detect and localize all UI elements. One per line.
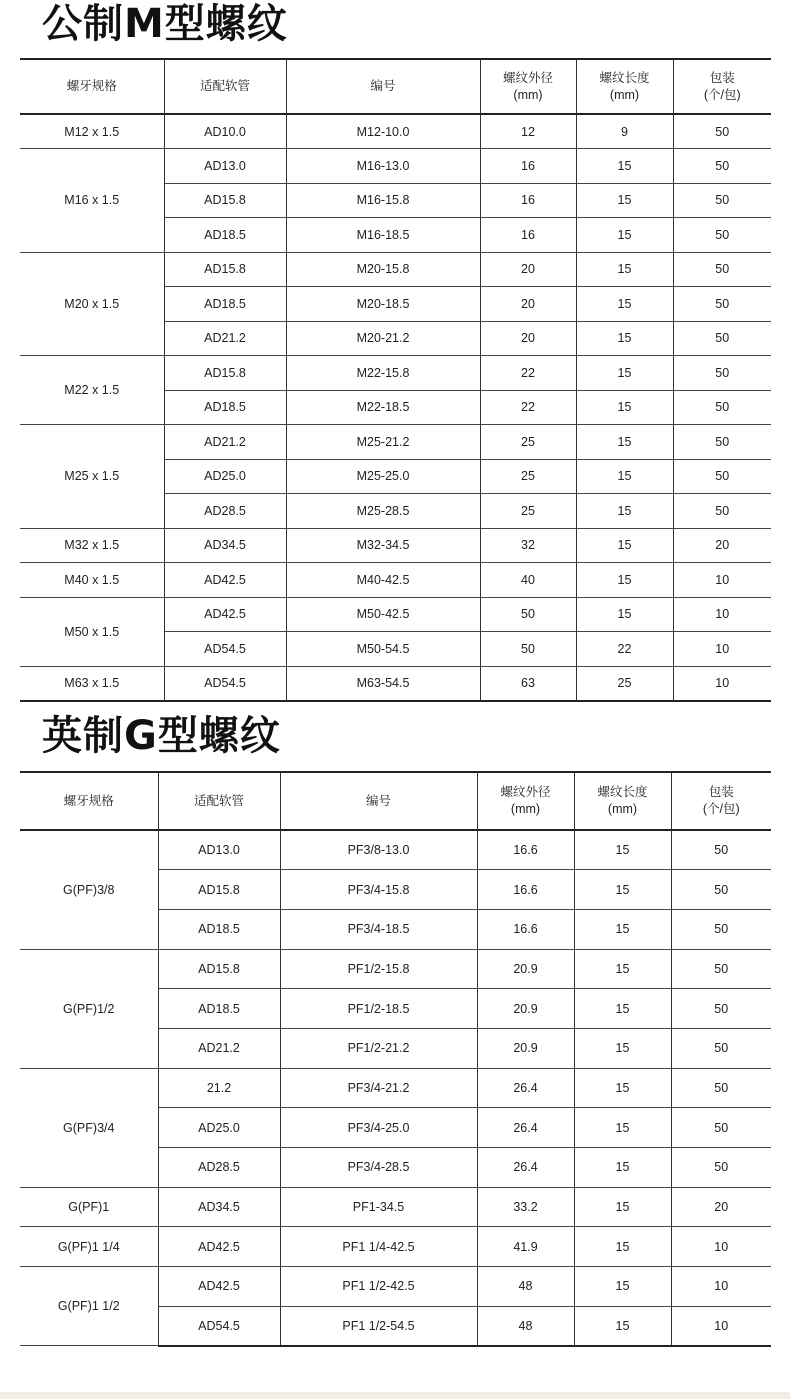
thread-length-cell: 15	[574, 1187, 671, 1227]
part-number-cell: M25-25.0	[286, 459, 480, 494]
outer-diameter-cell: 16	[480, 218, 576, 253]
outer-diameter-cell: 48	[477, 1267, 574, 1307]
thread-length-cell: 15	[574, 909, 671, 949]
part-number-cell: PF3/8-13.0	[280, 830, 477, 870]
table-row	[20, 1267, 771, 1307]
outer-diameter-cell: 63	[480, 666, 576, 701]
hose-size-cell: AD15.8	[158, 870, 280, 910]
thread-length-cell: 15	[574, 1267, 671, 1307]
table-row	[20, 666, 771, 701]
package-qty-cell: 50	[671, 909, 771, 949]
thread-length-cell: 15	[574, 949, 671, 989]
header-thread-spec: 螺牙规格	[20, 772, 158, 830]
part-number-cell: PF1 1/2-54.5	[280, 1306, 477, 1346]
part-number-cell: PF3/4-25.0	[280, 1108, 477, 1148]
thread-length-cell: 15	[576, 218, 673, 253]
part-number-cell: PF1/2-21.2	[280, 1028, 477, 1068]
thread-spec-cell: G(PF)1	[20, 1187, 158, 1227]
hose-size-cell: AD54.5	[158, 1306, 280, 1346]
package-qty-cell: 50	[673, 218, 771, 253]
outer-diameter-cell: 25	[480, 494, 576, 529]
hose-size-cell: AD42.5	[164, 597, 286, 632]
thread-spec-cell: M20 x 1.5	[20, 252, 164, 356]
table-row	[20, 597, 771, 632]
header-thread-length: 螺纹长度 (mm)	[574, 772, 671, 830]
hose-size-cell: AD18.5	[164, 218, 286, 253]
hose-size-cell: AD18.5	[164, 287, 286, 322]
hose-size-cell: AD13.0	[158, 830, 280, 870]
part-number-cell: M20-15.8	[286, 252, 480, 287]
part-number-cell: M16-15.8	[286, 183, 480, 218]
hose-size-cell: AD42.5	[164, 563, 286, 598]
outer-diameter-cell: 20	[480, 287, 576, 322]
header-outer-diameter: 螺纹外径 (mm)	[477, 772, 574, 830]
thread-spec-cell: M12 x 1.5	[20, 114, 164, 149]
package-qty-cell: 50	[671, 949, 771, 989]
part-number-cell: M63-54.5	[286, 666, 480, 701]
header-hose-size: 适配软管	[164, 59, 286, 114]
package-qty-cell: 50	[671, 1068, 771, 1108]
table-row	[20, 1187, 771, 1227]
thread-length-cell: 15	[574, 1306, 671, 1346]
thread-length-cell: 15	[576, 356, 673, 391]
package-qty-cell: 50	[673, 183, 771, 218]
part-number-cell: PF1/2-15.8	[280, 949, 477, 989]
hose-size-cell: AD28.5	[164, 494, 286, 529]
outer-diameter-cell: 16.6	[477, 830, 574, 870]
thread-spec-cell: M63 x 1.5	[20, 666, 164, 701]
part-number-cell: M20-21.2	[286, 321, 480, 356]
header-thread-length: 螺纹长度 (mm)	[576, 59, 673, 114]
table-row	[20, 1227, 771, 1267]
header-part-number: 编号	[280, 772, 477, 830]
part-number-cell: M50-54.5	[286, 632, 480, 667]
part-number-cell: M12-10.0	[286, 114, 480, 149]
thread-length-cell: 15	[576, 597, 673, 632]
package-qty-cell: 50	[673, 390, 771, 425]
package-qty-cell: 10	[671, 1227, 771, 1267]
thread-spec-cell: M40 x 1.5	[20, 563, 164, 598]
thread-length-cell: 15	[576, 287, 673, 322]
part-number-cell: M20-18.5	[286, 287, 480, 322]
outer-diameter-cell: 50	[480, 632, 576, 667]
table-row	[20, 114, 771, 149]
part-number-cell: PF3/4-28.5	[280, 1148, 477, 1188]
package-qty-cell: 50	[671, 1108, 771, 1148]
outer-diameter-cell: 12	[480, 114, 576, 149]
package-qty-cell: 50	[673, 494, 771, 529]
thread-length-cell: 15	[574, 1108, 671, 1148]
part-number-cell: PF3/4-15.8	[280, 870, 477, 910]
outer-diameter-cell: 25	[480, 425, 576, 460]
hose-size-cell: AD25.0	[158, 1108, 280, 1148]
outer-diameter-cell: 25	[480, 459, 576, 494]
outer-diameter-cell: 32	[480, 528, 576, 563]
hose-size-cell: AD10.0	[164, 114, 286, 149]
outer-diameter-cell: 20	[480, 321, 576, 356]
package-qty-cell: 50	[673, 252, 771, 287]
part-number-cell: PF1 1/2-42.5	[280, 1267, 477, 1307]
hose-size-cell: AD15.8	[164, 356, 286, 391]
thread-spec-cell: G(PF)1 1/2	[20, 1267, 158, 1346]
table-row	[20, 425, 771, 460]
part-number-cell: M50-42.5	[286, 597, 480, 632]
thread-length-cell: 15	[576, 183, 673, 218]
thread-length-cell: 15	[574, 1068, 671, 1108]
package-qty-cell: 50	[671, 989, 771, 1029]
outer-diameter-cell: 20.9	[477, 1028, 574, 1068]
outer-diameter-cell: 26.4	[477, 1068, 574, 1108]
table-row	[20, 528, 771, 563]
metric-section-title: 公制M型螺纹	[42, 1, 288, 47]
table-header-row	[20, 59, 771, 114]
package-qty-cell: 20	[671, 1187, 771, 1227]
hose-size-cell: AD18.5	[158, 989, 280, 1029]
thread-length-cell: 15	[576, 252, 673, 287]
thread-spec-cell: G(PF)1/2	[20, 949, 158, 1068]
table-header-row	[20, 772, 771, 830]
hose-size-cell: AD34.5	[158, 1187, 280, 1227]
table-row	[20, 830, 771, 870]
hose-size-cell: AD42.5	[158, 1267, 280, 1307]
part-number-cell: M22-15.8	[286, 356, 480, 391]
thread-length-cell: 15	[574, 1227, 671, 1267]
metric-table-body	[20, 114, 771, 701]
outer-diameter-cell: 40	[480, 563, 576, 598]
hose-size-cell: AD15.8	[164, 183, 286, 218]
hose-size-cell: AD21.2	[164, 321, 286, 356]
package-qty-cell: 50	[671, 870, 771, 910]
header-part-number: 编号	[286, 59, 480, 114]
thread-length-cell: 15	[574, 830, 671, 870]
thread-length-cell: 15	[576, 528, 673, 563]
part-number-cell: PF1/2-18.5	[280, 989, 477, 1029]
hose-size-cell: AD21.2	[164, 425, 286, 460]
header-package-qty: 包装 (个/包)	[673, 59, 771, 114]
part-number-cell: M16-18.5	[286, 218, 480, 253]
hose-size-cell: AD54.5	[164, 632, 286, 667]
outer-diameter-cell: 16.6	[477, 909, 574, 949]
thread-length-cell: 15	[574, 870, 671, 910]
thread-length-cell: 15	[576, 494, 673, 529]
thread-length-cell: 25	[576, 666, 673, 701]
package-qty-cell: 50	[673, 321, 771, 356]
thread-spec-cell: M16 x 1.5	[20, 149, 164, 253]
outer-diameter-cell: 33.2	[477, 1187, 574, 1227]
hose-size-cell: AD15.8	[158, 949, 280, 989]
part-number-cell: PF3/4-21.2	[280, 1068, 477, 1108]
outer-diameter-cell: 16	[480, 183, 576, 218]
thread-length-cell: 15	[574, 989, 671, 1029]
thread-spec-cell: M25 x 1.5	[20, 425, 164, 529]
package-qty-cell: 50	[673, 149, 771, 184]
part-number-cell: PF1-34.5	[280, 1187, 477, 1227]
table-row	[20, 149, 771, 184]
outer-diameter-cell: 16.6	[477, 870, 574, 910]
hose-size-cell: AD21.2	[158, 1028, 280, 1068]
part-number-cell: M32-34.5	[286, 528, 480, 563]
package-qty-cell: 10	[673, 563, 771, 598]
hose-size-cell: AD42.5	[158, 1227, 280, 1267]
thread-length-cell: 15	[574, 1148, 671, 1188]
package-qty-cell: 10	[673, 666, 771, 701]
table-row	[20, 949, 771, 989]
outer-diameter-cell: 16	[480, 149, 576, 184]
thread-length-cell: 15	[574, 1028, 671, 1068]
part-number-cell: M16-13.0	[286, 149, 480, 184]
metric-thread-table	[20, 58, 771, 702]
package-qty-cell: 50	[673, 356, 771, 391]
thread-length-cell: 15	[576, 321, 673, 356]
package-qty-cell: 10	[673, 632, 771, 667]
hose-size-cell: AD34.5	[164, 528, 286, 563]
hose-size-cell: AD25.0	[164, 459, 286, 494]
outer-diameter-cell: 20.9	[477, 949, 574, 989]
part-number-cell: PF3/4-18.5	[280, 909, 477, 949]
package-qty-cell: 20	[673, 528, 771, 563]
package-qty-cell: 50	[671, 830, 771, 870]
part-number-cell: M25-21.2	[286, 425, 480, 460]
thread-spec-cell: M22 x 1.5	[20, 356, 164, 425]
outer-diameter-cell: 48	[477, 1306, 574, 1346]
package-qty-cell: 10	[673, 597, 771, 632]
part-number-cell: M25-28.5	[286, 494, 480, 529]
thread-spec-cell: M50 x 1.5	[20, 597, 164, 666]
thread-spec-cell: G(PF)1 1/4	[20, 1227, 158, 1267]
thread-length-cell: 22	[576, 632, 673, 667]
package-qty-cell: 50	[673, 287, 771, 322]
outer-diameter-cell: 26.4	[477, 1108, 574, 1148]
hose-size-cell: AD18.5	[158, 909, 280, 949]
thread-length-cell: 15	[576, 459, 673, 494]
thread-spec-cell: M32 x 1.5	[20, 528, 164, 563]
table-row	[20, 252, 771, 287]
outer-diameter-cell: 41.9	[477, 1227, 574, 1267]
imperial-table-body	[20, 830, 771, 1346]
thread-spec-cell: G(PF)3/4	[20, 1068, 158, 1187]
hose-size-cell: AD13.0	[164, 149, 286, 184]
package-qty-cell: 50	[673, 459, 771, 494]
thread-length-cell: 9	[576, 114, 673, 149]
hose-size-cell: AD15.8	[164, 252, 286, 287]
package-qty-cell: 10	[671, 1267, 771, 1307]
thread-length-cell: 15	[576, 390, 673, 425]
outer-diameter-cell: 22	[480, 356, 576, 391]
package-qty-cell: 50	[671, 1148, 771, 1188]
header-package-qty: 包装 (个/包)	[671, 772, 771, 830]
outer-diameter-cell: 20.9	[477, 989, 574, 1029]
hose-size-cell: 21.2	[158, 1068, 280, 1108]
part-number-cell: M22-18.5	[286, 390, 480, 425]
bottom-strip	[0, 1392, 790, 1399]
thread-length-cell: 15	[576, 563, 673, 598]
hose-size-cell: AD28.5	[158, 1148, 280, 1188]
thread-length-cell: 15	[576, 149, 673, 184]
header-hose-size: 适配软管	[158, 772, 280, 830]
part-number-cell: PF1 1/4-42.5	[280, 1227, 477, 1267]
outer-diameter-cell: 20	[480, 252, 576, 287]
package-qty-cell: 50	[673, 114, 771, 149]
outer-diameter-cell: 26.4	[477, 1148, 574, 1188]
thread-spec-cell: G(PF)3/8	[20, 830, 158, 949]
part-number-cell: M40-42.5	[286, 563, 480, 598]
package-qty-cell: 50	[671, 1028, 771, 1068]
header-thread-spec: 螺牙规格	[20, 59, 164, 114]
hose-size-cell: AD54.5	[164, 666, 286, 701]
header-outer-diameter: 螺纹外径 (mm)	[480, 59, 576, 114]
thread-length-cell: 15	[576, 425, 673, 460]
outer-diameter-cell: 22	[480, 390, 576, 425]
table-row	[20, 356, 771, 391]
hose-size-cell: AD18.5	[164, 390, 286, 425]
table-row	[20, 563, 771, 598]
imperial-thread-table	[20, 771, 771, 1347]
outer-diameter-cell: 50	[480, 597, 576, 632]
imperial-section-title: 英制G型螺纹	[42, 713, 281, 759]
package-qty-cell: 50	[673, 425, 771, 460]
package-qty-cell: 10	[671, 1306, 771, 1346]
table-row	[20, 1068, 771, 1108]
